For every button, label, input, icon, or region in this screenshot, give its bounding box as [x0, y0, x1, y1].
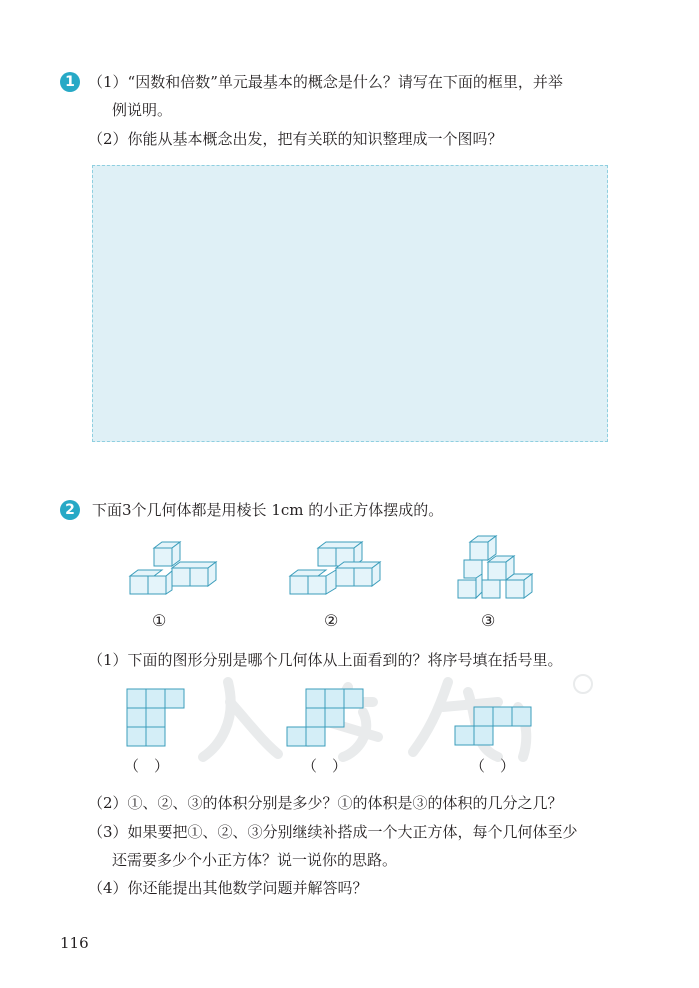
question-1-number-badge: 1 [60, 72, 80, 92]
solid-2-figure [286, 540, 382, 602]
solid-1-figure [126, 540, 218, 602]
solid-3-label: ③ [481, 611, 496, 630]
question-1-part-1-line-1: （1）“因数和倍数”单元最基本的概念是什么？请写在下面的框里，并举 [88, 73, 563, 91]
answer-blank-1[interactable]: （ ） [124, 757, 170, 775]
solid-1-label: ① [152, 611, 167, 630]
top-view-1 [126, 688, 186, 748]
solid-2-label: ② [324, 611, 339, 630]
question-2-number-badge: 2 [60, 500, 80, 520]
question-1-part-1-line-2: 例说明。 [112, 101, 173, 119]
question-2-part-3-line-1: （3）如果要把①、②、③分别继续补搭成一个大正方体，每个几何体至少 [88, 823, 578, 841]
solid-3-figure [454, 534, 534, 608]
page-number: 116 [60, 934, 89, 952]
question-2-part-1: （1）下面的图形分别是哪个几何体从上面看到的？将序号填在括号里。 [88, 651, 563, 669]
answer-box[interactable] [92, 165, 608, 442]
question-1-part-2: （2）你能从基本概念出发，把有关联的知识整理成一个图吗？ [88, 130, 503, 148]
question-2-part-3-line-2: 还需要多少个小正方体？说一说你的思路。 [112, 851, 398, 869]
answer-blank-2[interactable]: （ ） [302, 757, 348, 775]
answer-blank-3[interactable]: （ ） [470, 757, 516, 775]
top-view-3 [454, 706, 532, 748]
question-2-part-2: （2）①、②、③的体积分别是多少？①的体积是③的体积的几分之几？ [88, 794, 563, 812]
question-2-part-4: （4）你还能提出其他数学问题并解答吗？ [88, 879, 368, 897]
question-2-intro: 下面3个几何体都是用棱长 1cm 的小正方体摆成的。 [92, 501, 444, 519]
top-view-2 [286, 688, 364, 748]
publisher-watermark-logo [198, 662, 598, 762]
